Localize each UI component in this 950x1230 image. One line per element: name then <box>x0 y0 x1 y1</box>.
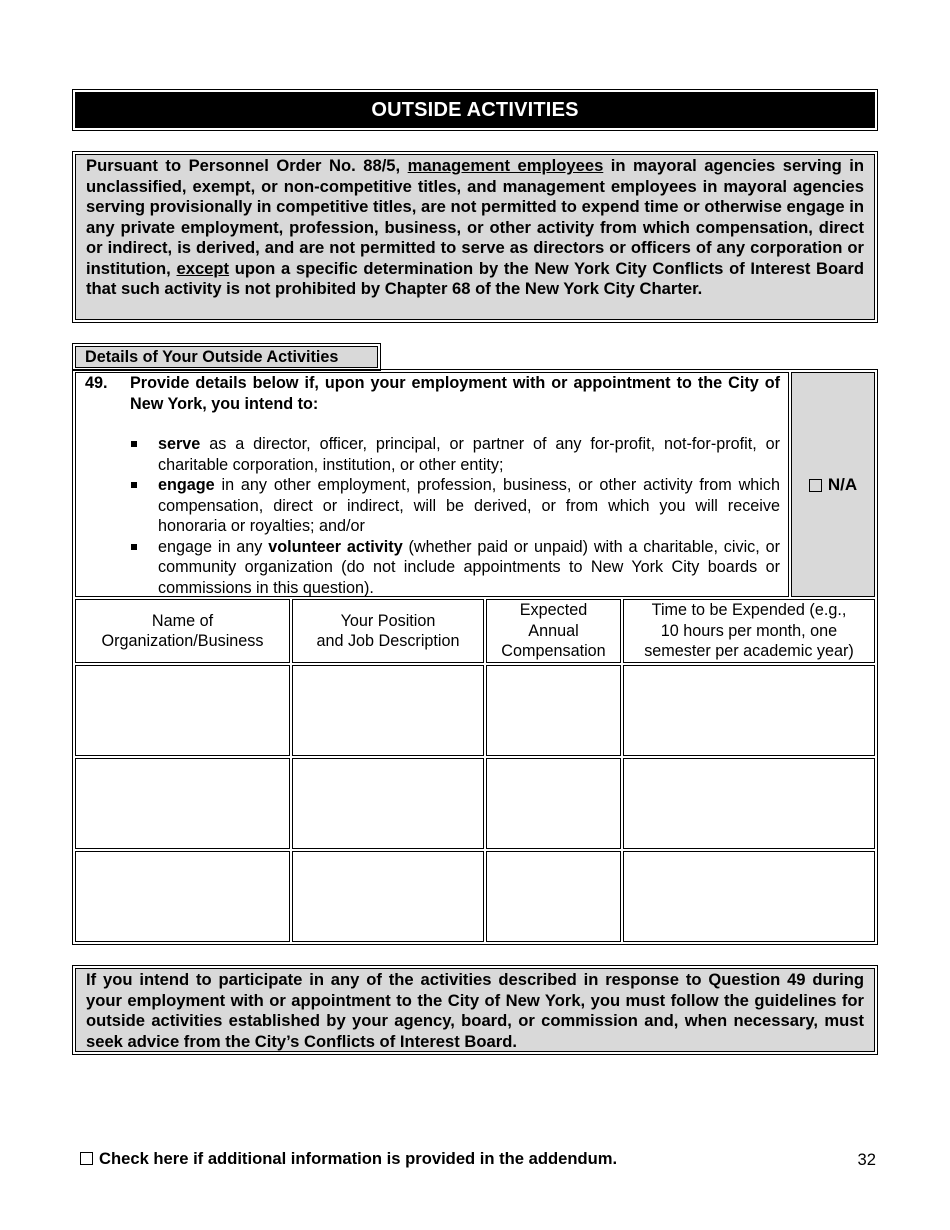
table-cell-r2-position[interactable] <box>292 758 484 849</box>
question-49-cell <box>75 372 789 597</box>
addendum-label: Check here if additional information is provided in the addendum. <box>99 1149 618 1168</box>
bullet-engage-text: in any other employment, profession, business, or other activity from which compensation, direct or indirect, will be derived, or from which you will receive honoraria or royalties; and/or <box>158 476 780 535</box>
details-label: Details of Your Outside Activities <box>75 346 378 368</box>
bullet-serve-text: as a director, officer, principal, or partner of any for-profit, not-for-profit, or charitable corporation, institution, or other entity; <box>158 435 780 474</box>
section-title: OUTSIDE ACTIVITIES <box>75 92 875 128</box>
col-header-organization-l1: Name of <box>151 611 214 630</box>
bullet-volunteer-bold: volunteer activity <box>268 537 403 556</box>
col-header-position-l2: and Job Description <box>316 632 460 650</box>
question-number: 49. <box>85 374 108 392</box>
table-cell-r3-time[interactable] <box>623 851 875 942</box>
bullet-engage-lead: engage <box>158 476 215 494</box>
notice-paragraph: If you intend to participate in any of the activities described in response to Question 49 during your employment with or appointment to the City of New York, you must follow the guidelines for outside activities established by your agency, board, or commission and, when necessary, must seek advice from the City’s Conflicts of Interest Board. <box>75 968 875 1052</box>
table-cell-r1-compensation[interactable] <box>486 665 621 756</box>
col-header-time <box>623 599 875 663</box>
addendum-check-row[interactable] <box>80 1149 617 1169</box>
intro-underline-except: except <box>176 258 230 278</box>
bullet-volunteer-pre: engage in any <box>158 537 269 556</box>
table-cell-r1-time[interactable] <box>623 665 875 756</box>
details-label-box <box>72 343 381 371</box>
col-header-time-l3: semester per academic year) <box>644 642 854 661</box>
intro-text-1: Pursuant to Personnel Order No. 88/5, <box>86 156 408 175</box>
table-cell-r2-organization[interactable] <box>75 758 290 849</box>
col-header-organization-l2: Organization/Business <box>101 632 264 650</box>
bullet-volunteer <box>130 537 780 599</box>
table-cell-r3-compensation[interactable] <box>486 851 621 942</box>
table-cell-r3-organization[interactable] <box>75 851 290 942</box>
notice-box <box>72 965 878 1055</box>
section-title-bar <box>72 89 878 131</box>
na-checkbox[interactable] <box>809 479 822 492</box>
table-cell-r2-time[interactable] <box>623 758 875 849</box>
bullet-serve-lead: serve <box>158 435 201 453</box>
col-header-time-l1: Time to be Expended (e.g., <box>651 601 847 620</box>
bullet-icon <box>131 544 137 550</box>
col-header-compensation <box>486 599 621 663</box>
intro-text-2: in mayoral agencies serving in unclassified, exempt, or non-competitive titles, and management employees in mayoral agencies serving provisionally in competitive titles, are not permitted to expend time or otherwise engage in any private employment, profession, business, or other activity from which compensation, direct or indirect, is derived, and are not permitted to serve as directors or officers of any corporation or institution, <box>86 156 864 278</box>
question-text: Provide details below if, upon your employment with or appointment to the City of New York, you intend to: <box>130 374 780 413</box>
intro-text-3: upon a specific determination by the New York City Conflicts of Interest Board that such activity is not prohibited by Chapter 68 of the New York City Charter. <box>86 258 864 298</box>
col-header-position <box>292 599 484 663</box>
table-cell-r3-position[interactable] <box>292 851 484 942</box>
table-cell-r2-compensation[interactable] <box>486 758 621 849</box>
bullet-icon <box>131 441 137 447</box>
intro-box <box>72 151 878 323</box>
col-header-compensation-l2: Annual <box>528 621 579 640</box>
col-header-position-l1: Your Position <box>340 611 436 630</box>
table-cell-r1-position[interactable] <box>292 665 484 756</box>
question-bullets <box>130 434 780 598</box>
bullet-engage <box>130 475 780 537</box>
bullet-serve <box>130 434 780 475</box>
col-header-compensation-l1: Expected <box>519 601 588 620</box>
intro-paragraph <box>75 154 875 320</box>
bullet-icon <box>131 482 137 488</box>
col-header-time-l2: 10 hours per month, one <box>660 621 838 640</box>
intro-underline-management: management employees <box>407 156 604 175</box>
addendum-checkbox[interactable] <box>80 1152 93 1165</box>
page-number: 32 <box>857 1150 876 1169</box>
na-cell[interactable] <box>791 372 875 597</box>
col-header-compensation-l3: Compensation <box>501 642 606 661</box>
table-cell-r1-organization[interactable] <box>75 665 290 756</box>
col-header-organization <box>75 599 290 663</box>
bullet-volunteer-text: (whether paid or unpaid) with a charitable, civic, or community organization (do not include appointments to New York City boards or commissions in this question). <box>158 537 780 597</box>
na-label: N/A <box>827 474 858 494</box>
